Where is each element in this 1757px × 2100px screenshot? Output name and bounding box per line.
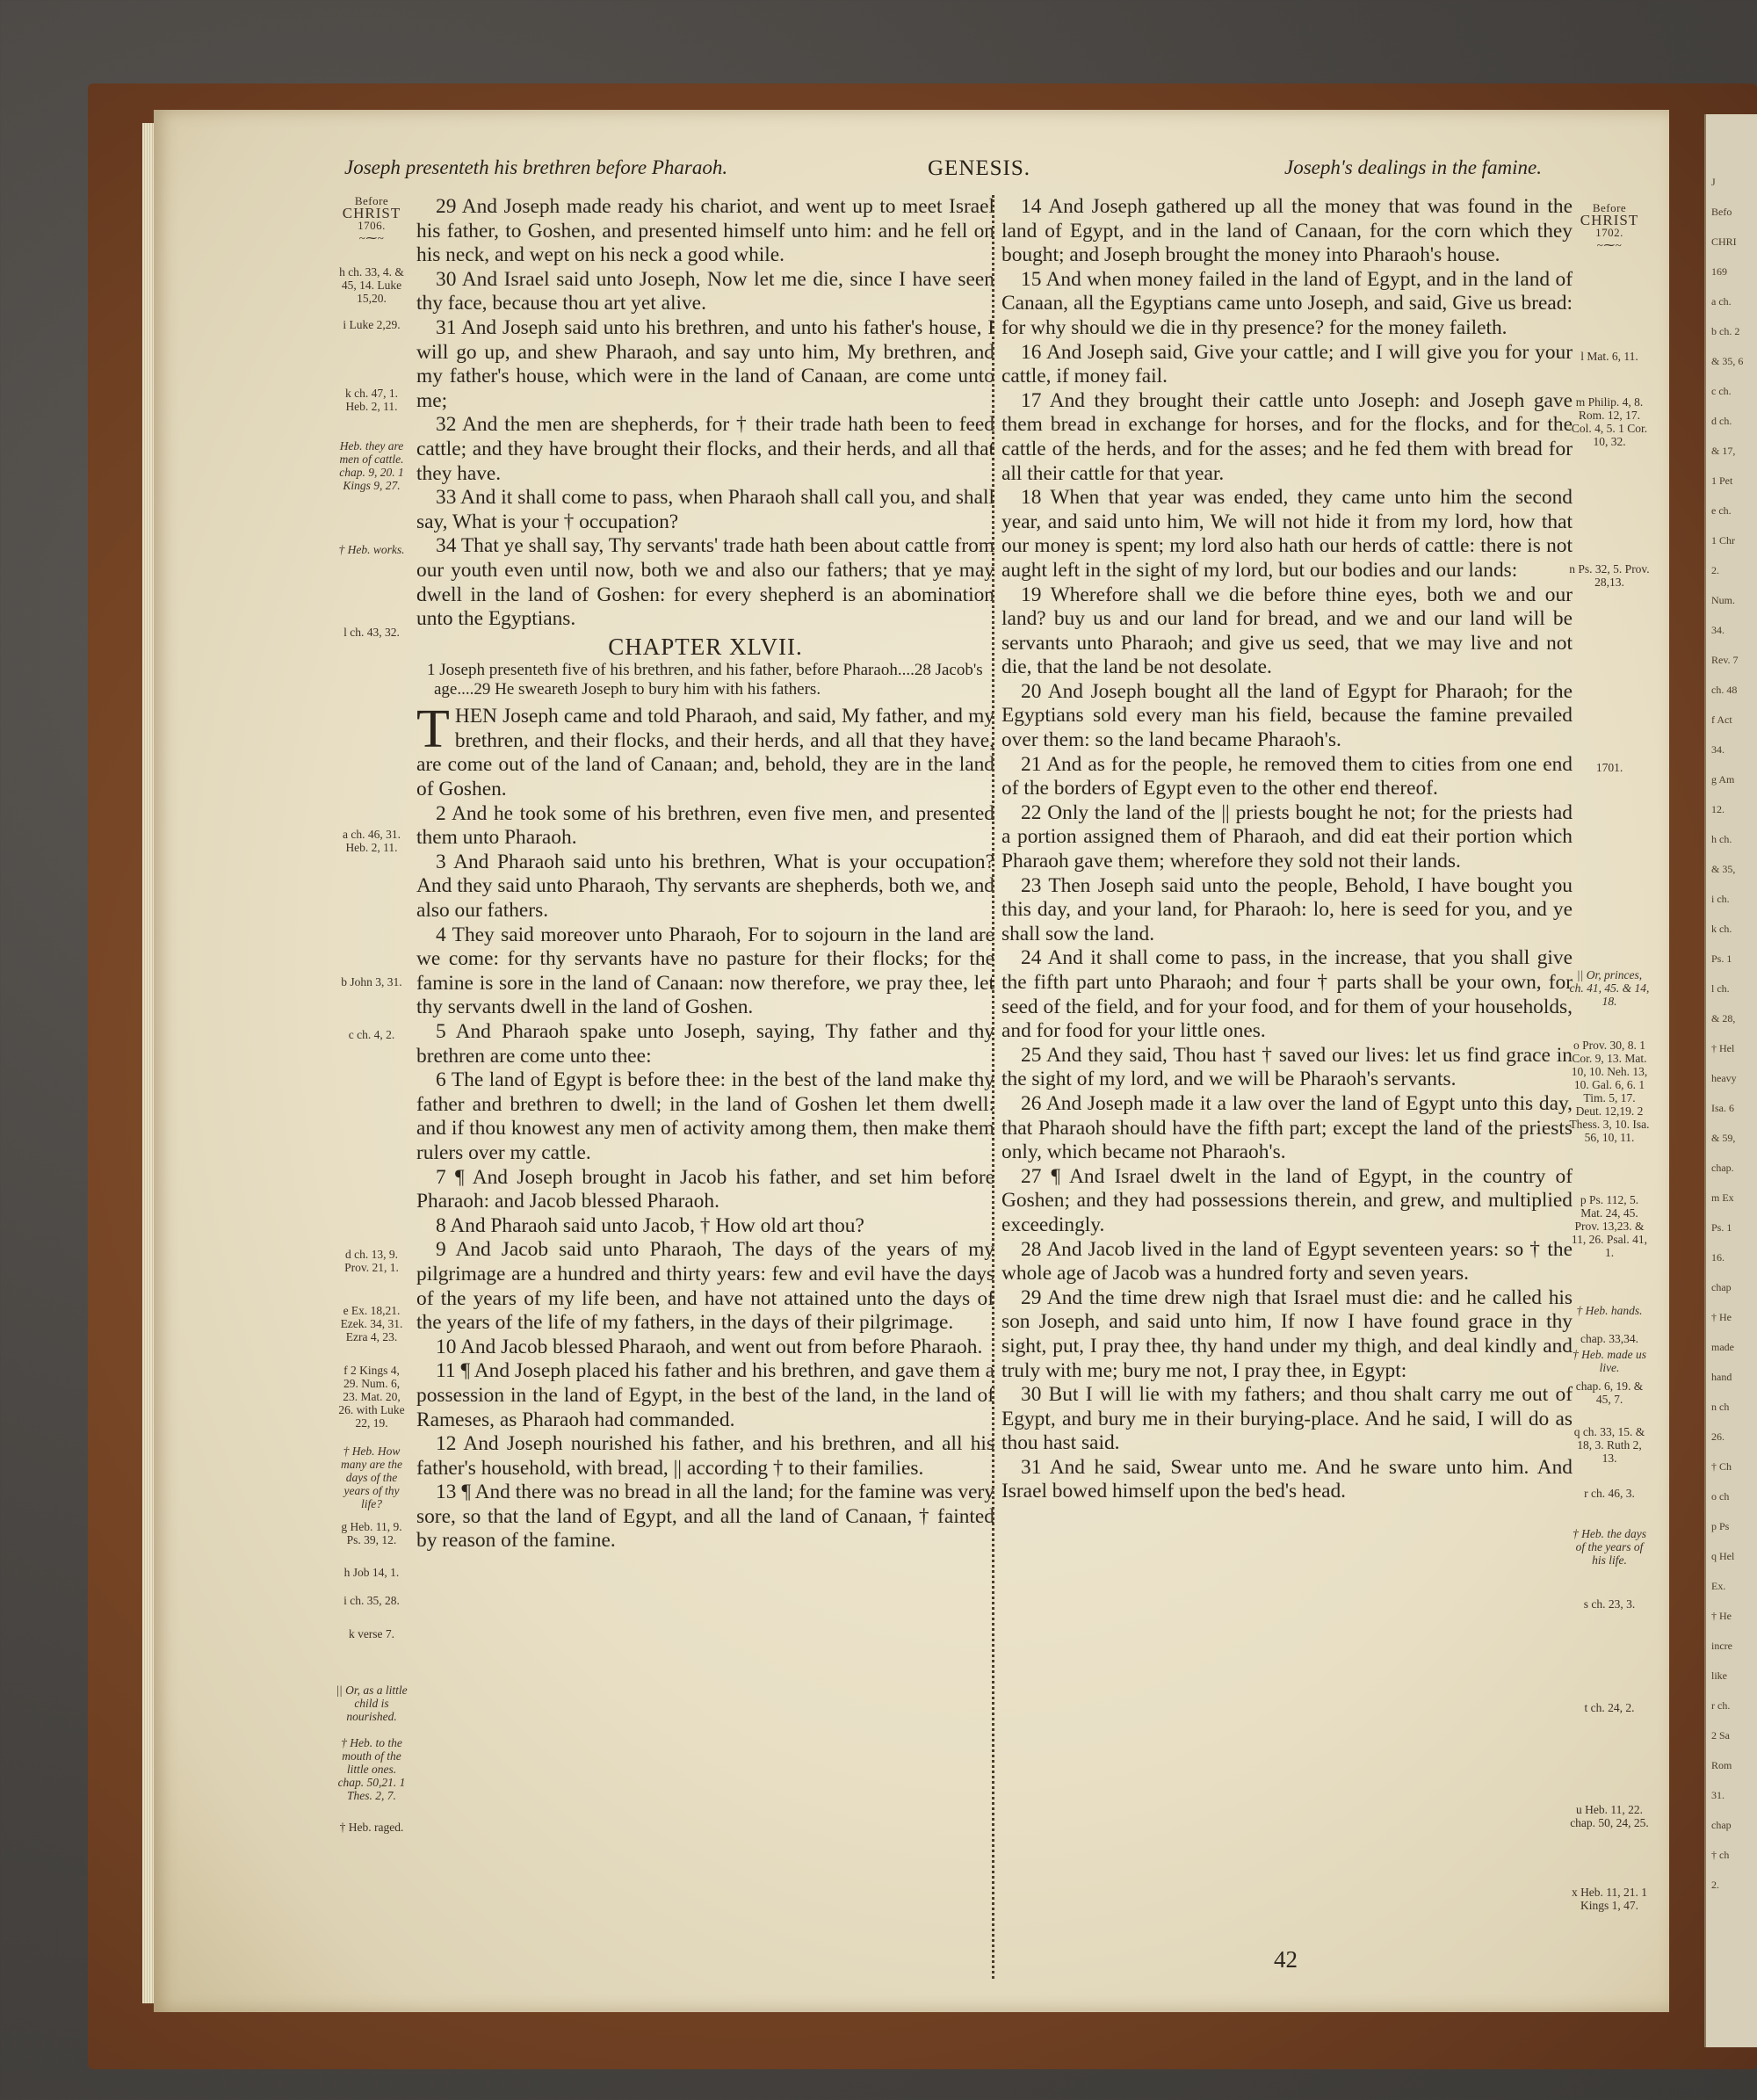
- margin-note: m Philip. 4, 8. Rom. 12, 17. Col. 4, 5. 1 Cor. 10, 32.: [1571, 395, 1648, 448]
- margin-note: i ch. 35, 28.: [343, 1594, 400, 1607]
- margin-note: o Prov. 30, 8. 1 Cor. 9, 13. Mat. 10, 10. Neh. 13, 10. Gal. 6, 6. 1 Tim. 5, 17. Deut. 12,19. 2 Thess. 3, 10. Isa. 56, 10, 11.: [1569, 1039, 1650, 1144]
- christ-label: CHRIST: [342, 205, 401, 221]
- right-margin-notes: [1569, 195, 1650, 1988]
- verse: 15 And when money failed in the land of Egypt, and in the land of Canaan, all the Egyptians came unto Joseph, and said, Give us bread: for why should we die in thy presence? for the money faileth.: [1001, 267, 1573, 339]
- adjacent-page-text: CHRI: [1711, 235, 1737, 248]
- margin-note: † Heb. made us live.: [1573, 1348, 1646, 1374]
- adjacent-page-text: & 59,: [1711, 1132, 1736, 1144]
- adjacent-page-text: Befo: [1711, 206, 1732, 218]
- verse: 8 And Pharaoh said unto Jacob, † How old art thou?: [436, 1213, 864, 1237]
- adjacent-page-text: Ps. 1: [1711, 952, 1732, 965]
- margin-note: † Heb. works.: [338, 543, 405, 556]
- verse: 19 Wherefore shall we die before thine eyes, both we and our land? buy us and our land for bread, and we and our land will be servants unto Pharaoh; and give us seed, that we may live and not die, that the land be not desolate.: [1001, 583, 1573, 679]
- year-label: 1706.: [358, 219, 386, 232]
- adjacent-page-text: heavy: [1711, 1072, 1737, 1084]
- adjacent-page-text: h ch.: [1711, 833, 1732, 845]
- margin-note: p Ps. 112, 5. Mat. 24, 45. Prov. 13,23. & 11, 26. Psal. 41, 1.: [1571, 1193, 1648, 1259]
- adjacent-page-text: Ps. 1: [1711, 1221, 1732, 1234]
- adjacent-page-text: 12.: [1711, 803, 1724, 815]
- verse: 6 The land of Egypt is before thee: in the best of the land make thy father and brethren to dwell; in the land of Goshen let them dwell: and if thou knowest any men of activity among them, then make them rulers over my cattle.: [416, 1068, 994, 1164]
- adjacent-page-text: made: [1711, 1341, 1734, 1353]
- verse: 31 And he said, Swear unto me. And he sware unto him. And Israel bowed himself upon the bed's head.: [1001, 1455, 1573, 1503]
- verse: 27 ¶ And Israel dwelt in the land of Egypt, in the country of Goshen; and they had possessions therein, and grew, and multiplied exceedingly.: [1001, 1164, 1573, 1236]
- adjacent-page-text: 16.: [1711, 1251, 1724, 1264]
- margin-note: † Heb. to the mouth of the little ones. chap. 50,21. 1 Thes. 2, 7.: [337, 1736, 406, 1802]
- verse: 4 They said moreover unto Pharaoh, For to sojourn in the land are we come: for thy servants have no pasture for their flocks; for the famine is sore in the land of Canaan: now therefore, we pray thee, let thy servants dwell in the land of Goshen.: [416, 923, 994, 1019]
- chapter-heading: CHAPTER XLVII.: [608, 633, 803, 660]
- ornament-icon: ~⁓~: [1596, 238, 1623, 251]
- verse: 9 And Jacob said unto Pharaoh, The days of the years of my pilgrimage are a hundred and thirty years: few and evil have the days of the years of my life been, and have not attained unto the days of the years of the life of my fathers, in the days of their pilgrimage.: [416, 1238, 994, 1335]
- margin-note: h ch. 33, 4. & 45, 14. Luke 15,20.: [339, 265, 404, 305]
- adjacent-page-text: hand: [1711, 1371, 1732, 1383]
- adjacent-page-text: 2.: [1711, 564, 1719, 576]
- verse: 32 And the men are shepherds, for † their trade hath been to feed cattle; and they have brought their flocks, and their herds, and all that they have.: [416, 413, 994, 485]
- verse: 33 And it shall come to pass, when Pharaoh shall call you, and shall say, What is your † occupation?: [416, 486, 994, 533]
- chapter-summary: 1 Joseph presenteth five of his brethren, and his father, before Pharaoh....28 Jacob's age....29 He sweareth Joseph to bury him with his fathers.: [427, 661, 983, 699]
- verse: 30 And Israel said unto Joseph, Now let me die, since I have seen thy face, because thou art yet alive.: [416, 267, 994, 315]
- verse: 7 ¶ And Joseph brought in Jacob his father, and set him before Pharaoh: and Jacob blessed Pharaoh.: [416, 1165, 994, 1213]
- verse: 10 And Jacob blessed Pharaoh, and went out from before Pharaoh.: [436, 1335, 983, 1358]
- adjacent-page-text: J: [1711, 176, 1716, 188]
- adjacent-page-text: † ch: [1711, 1849, 1730, 1861]
- margin-note: || Or, as a little child is nourished.: [336, 1684, 408, 1723]
- adjacent-page-text: 2 Sa: [1711, 1729, 1730, 1742]
- before-christ-label: [336, 195, 408, 244]
- year-label-1701: 1701.: [1595, 761, 1623, 774]
- adjacent-page-text: n ch: [1711, 1401, 1730, 1413]
- adjacent-page-text: i ch.: [1711, 893, 1730, 905]
- adjacent-page-text: incre: [1711, 1640, 1732, 1652]
- adjacent-page-text: & 28,: [1711, 1012, 1736, 1025]
- adjacent-page-text: k ch.: [1711, 923, 1732, 935]
- margin-note: u Heb. 11, 22. chap. 50, 24, 25.: [1570, 1803, 1649, 1829]
- verse: 20 And Joseph bought all the land of Egypt for Pharaoh; for the Egyptians sold every man his field, because the famine prevailed over them: so the land became Pharaoh's.: [1001, 679, 1573, 752]
- verse: 28 And Jacob lived in the land of Egypt seventeen years: so † the whole age of Jacob was a hundred forty and seven years.: [1001, 1237, 1573, 1285]
- adjacent-page-text: p Ps: [1711, 1520, 1730, 1532]
- verse: 29 And the time drew nigh that Israel must die: and he called his son Joseph, and said unto him, If now I have found grace in thy sight, put, I pray thee, thy hand under my thigh, and deal kindly and truly with me; bury me not, I pray thee, in Egypt:: [1001, 1285, 1573, 1382]
- adjacent-page-text: † He: [1711, 1610, 1732, 1622]
- adjacent-page-text: m Ex: [1711, 1191, 1734, 1204]
- adjacent-page-text: chap: [1711, 1281, 1732, 1293]
- adjacent-page-text: ch. 48: [1711, 684, 1738, 696]
- before-label: Before: [354, 194, 389, 207]
- adjacent-page-text: q Hel: [1711, 1550, 1735, 1562]
- running-header-left: Joseph presenteth his brethren before Pharaoh.: [344, 156, 728, 178]
- margin-note: n Ps. 32, 5. Prov. 28,13.: [1569, 562, 1650, 589]
- verse: 26 And Joseph made it a law over the land of Egypt unto this day, that Pharaoh should have the fifth part; except the land of the priests only, which became not Pharaoh's.: [1001, 1091, 1573, 1164]
- adjacent-page-text: Rev. 7: [1711, 654, 1739, 666]
- verse: 17 And they brought their cattle unto Joseph: and Joseph gave them bread in exchange for horses, and for the flocks, and for the cattle of the herds, and for the asses; and he fed them with bread for all their cattle for that year.: [1001, 388, 1573, 485]
- verse: 23 Then Joseph said unto the people, Behold, I have bought you this day, and your land, for Pharaoh: lo, here is seed for you, and ye shall sow the land.: [1001, 873, 1573, 945]
- margin-note: † Heb. the days of the years of his life.: [1573, 1527, 1646, 1567]
- adjacent-page-text: f Act: [1711, 713, 1732, 726]
- left-text-column: [416, 195, 994, 1553]
- before-christ-label: [1569, 202, 1650, 251]
- adjacent-page-text: d ch.: [1711, 415, 1732, 427]
- margin-note: x Heb. 11, 21. 1 Kings 1, 47.: [1571, 1886, 1648, 1912]
- adjacent-page-text: like: [1711, 1669, 1727, 1682]
- verse: 11 ¶ And Joseph placed his father and his brethren, and gave them a possession in the land of Egypt, in the best of the land, in the land of Rameses, as Pharaoh had commanded.: [416, 1359, 994, 1431]
- adjacent-page-text: Num.: [1711, 594, 1735, 606]
- margin-note: h Job 14, 1.: [343, 1566, 400, 1579]
- margin-note: r ch. 46, 3.: [1584, 1487, 1635, 1500]
- adjacent-page-text: 169: [1711, 265, 1727, 278]
- page-number: 42: [1274, 1946, 1298, 1973]
- margin-note: c ch. 4, 2.: [348, 1028, 395, 1041]
- adjacent-page-text: 34.: [1711, 624, 1724, 636]
- adjacent-page-text: o ch: [1711, 1490, 1730, 1503]
- christ-label: CHRIST: [1580, 212, 1639, 228]
- ornament-icon: ~⁓~: [358, 231, 385, 244]
- margin-note: q ch. 33, 15. & 18, 3. Ruth 2, 13.: [1573, 1425, 1645, 1465]
- adjacent-page-text: chap: [1711, 1819, 1732, 1831]
- verse: 30 But I will lie with my fathers; and thou shalt carry me out of Egypt, and bury me in their burying-place. And he said, I will do as thou hast said.: [1001, 1383, 1573, 1455]
- verse: 29 And Joseph made ready his chariot, and went up to meet Israel his father, to Goshen, and presented himself unto him: and he fell on his neck, and wept on his neck a good while.: [416, 195, 994, 267]
- adjacent-page-text: a ch.: [1711, 295, 1732, 308]
- verse: 18 When that year was ended, they came unto him the second year, and said unto him, We will not hide it from my lord, how that our money is spent; my lord also hath our herds of cattle: there is not aught left in the sight of my lord, but our bodies and our lands:: [1001, 486, 1573, 582]
- adjacent-page-text: c ch.: [1711, 385, 1732, 397]
- margin-note: || Or, princes, ch. 41, 45. & 14, 18.: [1569, 968, 1650, 1008]
- margin-note: † Heb. hands.: [1576, 1304, 1643, 1317]
- left-margin-notes: [336, 195, 408, 1988]
- adjacent-page-text: † Ch: [1711, 1460, 1732, 1473]
- margin-note: e Ex. 18,21. Ezek. 34, 31. Ezra 4, 23.: [340, 1304, 403, 1343]
- adjacent-page-text: & 35,: [1711, 863, 1736, 875]
- adjacent-page-text: Rom: [1711, 1759, 1732, 1771]
- adjacent-page-text: & 17,: [1711, 445, 1736, 457]
- adjacent-page-text: 31.: [1711, 1789, 1724, 1801]
- adjacent-page-text: † Hel: [1711, 1042, 1735, 1054]
- margin-note: chap. 33,34.: [1580, 1332, 1638, 1345]
- year-label: 1702.: [1595, 226, 1623, 239]
- margin-note: † Heb. raged.: [339, 1821, 404, 1834]
- verse: 25 And they said, Thou hast † saved our lives: let us find grace in the sight of my lord, and we will be Pharaoh's servants.: [1001, 1043, 1573, 1091]
- margin-note: g Heb. 11, 9. Ps. 39, 12.: [341, 1520, 402, 1546]
- first-verse-text: HEN Joseph came and told Pharaoh, and said, My father, and my brethren, and their flocks, and their herds, and all that they have, are come out of the land of Canaan; and, behold, they are in the land of Goshen.: [416, 705, 994, 801]
- adjacent-page-text: & 35, 6: [1711, 355, 1744, 367]
- adjacent-page-text: † He: [1711, 1311, 1732, 1323]
- adjacent-page-text: 34.: [1711, 743, 1724, 756]
- adjacent-page-text: Isa. 6: [1711, 1102, 1734, 1114]
- verse: 12 And Joseph nourished his father, and his brethren, and all his father's household, with bread, || according † to their families.: [416, 1432, 994, 1480]
- chapter-first-verse: [416, 699, 994, 801]
- margin-note: l ch. 43, 32.: [343, 626, 400, 639]
- adjacent-page-text: 26.: [1711, 1430, 1724, 1443]
- adjacent-page-text: 1 Chr: [1711, 534, 1735, 547]
- adjacent-page-text: r ch.: [1711, 1699, 1731, 1712]
- verse: 2 And he took some of his brethren, even five men, and presented them unto Pharaoh.: [416, 801, 994, 850]
- adjacent-page-text: e ch.: [1711, 504, 1732, 517]
- margin-note: s ch. 23, 3.: [1583, 1597, 1636, 1611]
- margin-note: d ch. 13, 9. Prov. 21, 1.: [344, 1248, 399, 1274]
- verse: 13 ¶ And there was no bread in all the land; for the famine was very sore, so that the land of Egypt, and all the land of Canaan, † fainted by reason of the famine.: [416, 1481, 994, 1553]
- verse: 3 And Pharaoh said unto his brethren, What is your occupation? And they said unto Pharaoh, Thy servants are shepherds, both we, and also our fathers.: [416, 850, 994, 923]
- verse: 16 And Joseph said, Give your cattle; and I will give you for your cattle, if money fail.: [1001, 340, 1573, 388]
- right-text-column: [1001, 195, 1573, 1504]
- verse: 31 And Joseph said unto his brethren, and unto his father's house, I will go up, and shew Pharaoh, and say unto him, My brethren, and my father's house, which were in the land of Canaan, are come unto me;: [416, 315, 994, 412]
- adjacent-page-text: g Am: [1711, 773, 1735, 786]
- margin-note: k ch. 47, 1. Heb. 2, 11.: [345, 387, 398, 413]
- margin-note: Heb. they are men of cattle. chap. 9, 20. 1 Kings 9, 27.: [339, 439, 404, 492]
- margin-note: a ch. 46, 31. Heb. 2, 11.: [343, 828, 401, 854]
- verse: 14 And Joseph gathered up all the money that was found in the land of Egypt, and in the land of Canaan, for the corn which they bought; and Joseph brought the money into Pharaoh's house.: [1001, 195, 1573, 267]
- margin-note: k verse 7.: [348, 1627, 395, 1640]
- adjacent-page-fragment: [1704, 114, 1757, 2047]
- before-label: Before: [1592, 201, 1627, 214]
- running-header-right: Joseph's dealings in the famine.: [1284, 156, 1543, 178]
- margin-note: t ch. 24, 2.: [1584, 1701, 1635, 1714]
- adjacent-page-text: l ch.: [1711, 982, 1730, 995]
- margin-note: l Mat. 6, 11.: [1580, 350, 1638, 363]
- running-header-book-title: GENESIS.: [928, 156, 1031, 180]
- margin-note: chap. 6, 19. & 45, 7.: [1575, 1379, 1644, 1406]
- verse: 5 And Pharaoh spake unto Joseph, saying, Thy father and thy brethren are come unto thee:: [416, 1020, 994, 1068]
- adjacent-page-text: b ch. 2: [1711, 325, 1740, 337]
- verse: 21 And as for the people, he removed them to cities from one end of the borders of Egypt even to the other end thereof.: [1001, 752, 1573, 800]
- adjacent-page-text: 1 Pet: [1711, 474, 1733, 487]
- adjacent-page-text: 2.: [1711, 1879, 1719, 1891]
- margin-note: † Heb. How many are the days of the years of thy life?: [341, 1445, 402, 1510]
- drop-cap: T: [416, 699, 450, 760]
- verse: 22 Only the land of the || priests bought he not; for the priests had a portion assigned them of Pharaoh, and did eat their portion which Pharaoh gave them; wherefore they sold not their lands.: [1001, 800, 1573, 873]
- verse: 34 That ye shall say, Thy servants' trade hath been about cattle from our youth even until now, both we and also our fathers; that ye may dwell in the land of Goshen: for every shepherd is an abomination unto the Egyptians.: [416, 534, 994, 631]
- margin-note: b John 3, 31.: [341, 975, 402, 988]
- column-separator-rule: [992, 195, 994, 1979]
- verse: 24 And it shall come to pass, in the increase, that you shall give the fifth part unto Pharaoh; and four † parts shall be your own, for seed of the field, and for your food, and for them of your households, and for food for your little ones.: [1001, 946, 1573, 1043]
- adjacent-page-text: Ex.: [1711, 1580, 1726, 1592]
- margin-note: i Luke 2,29.: [343, 318, 401, 331]
- adjacent-page-text: chap.: [1711, 1162, 1734, 1174]
- margin-note: f 2 Kings 4, 29. Num. 6, 23. Mat. 20, 26. with Luke 22, 19.: [338, 1364, 405, 1430]
